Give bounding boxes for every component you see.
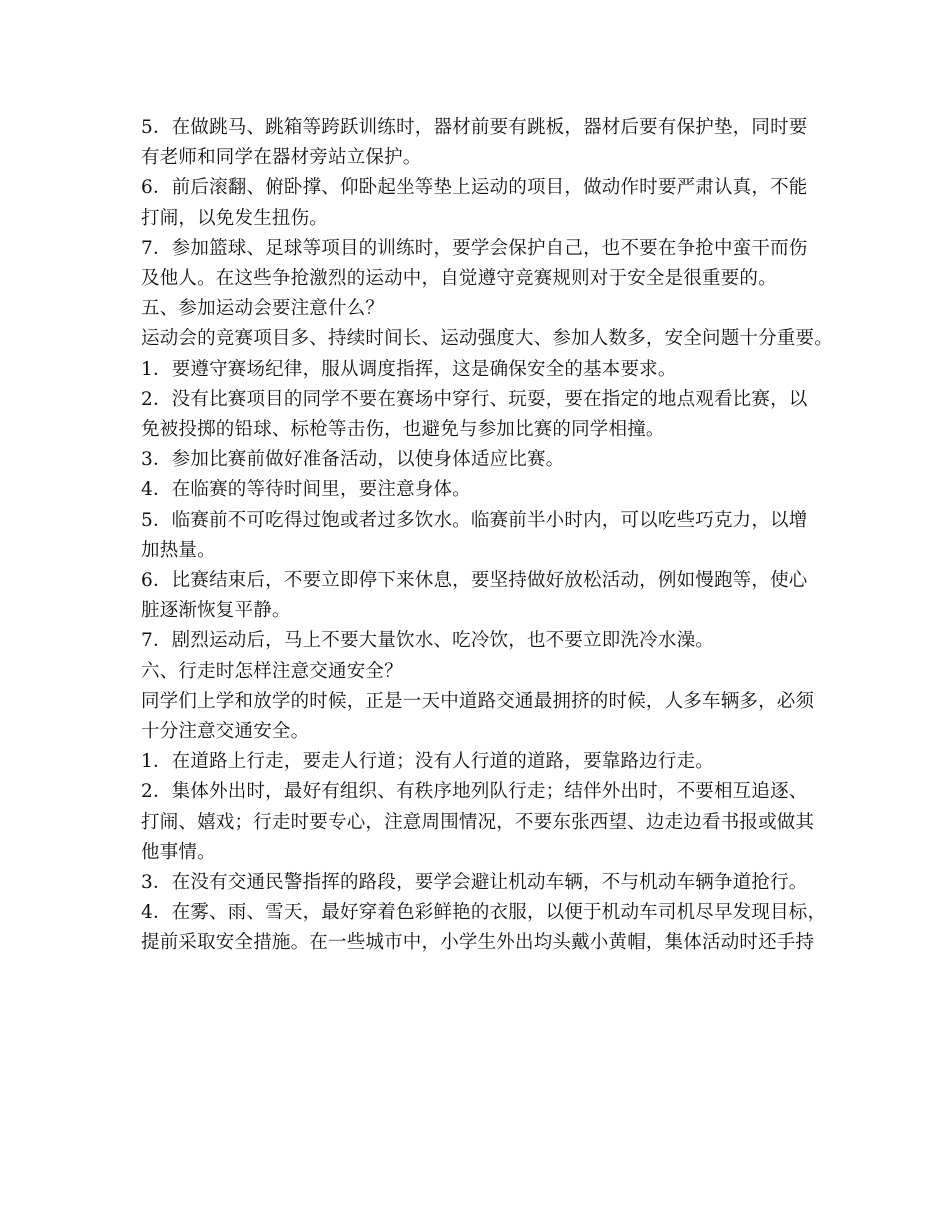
text-line: 7．剧烈运动后，马上不要大量饮水、吃冷饮，也不要立即洗冷水澡。 <box>141 630 714 652</box>
text-line: 2．集体外出时，最好有组织、有秩序地列队行走；结伴外出时，不要相互追逐、 <box>141 781 808 803</box>
text-line: 提前采取安全措施。在一些城市中，小学生外出均头戴小黄帽，集体活动时还手持 <box>141 932 815 954</box>
text-line: 打闹，以免发生扭伤。 <box>141 207 329 229</box>
text-line: 1．要遵守赛场纪律，服从调度指挥，这是确保安全的基本要求。 <box>141 358 677 380</box>
text-line: 打闹、嬉戏；行走时要专心，注意周围情况，不要东张西望、边走边看书报或做其 <box>141 811 815 833</box>
text-line: 同学们上学和放学的时候，正是一天中道路交通最拥挤的时候，人多车辆多，必须 <box>141 690 815 712</box>
text-line: 免被投掷的铅球、标枪等击伤，也避免与参加比赛的同学相撞。 <box>141 419 665 441</box>
document-body <box>141 113 841 959</box>
text-line: 3．在没有交通民警指挥的路段，要学会避让机动车辆，不与机动车辆争道抢行。 <box>141 872 808 894</box>
text-line: 十分注意交通安全。 <box>141 721 310 743</box>
text-line: 有老师和同学在器材旁站立保护。 <box>141 147 422 169</box>
text-line: 他事情。 <box>141 841 216 863</box>
text-line: 及他人。在这些争抢激烈的运动中，自觉遵守竞赛规则对于安全是很重要的。 <box>141 268 777 290</box>
text-line: 4．在雾、雨、雪天，最好穿着色彩鲜艳的衣服，以便于机动车司机尽早发现目标， <box>141 902 827 924</box>
text-line: 7．参加篮球、足球等项目的训练时，要学会保护自己，也不要在争抢中蛮干而伤 <box>141 237 808 259</box>
text-line: 1．在道路上行走，要走人行道；没有人行道的道路，要靠路边行走。 <box>141 751 714 773</box>
text-line: 5．临赛前不可吃得过饱或者过多饮水。临赛前半小时内，可以吃些巧克力，以增 <box>141 509 808 531</box>
text-line: 5．在做跳马、跳箱等跨跃训练时，器材前要有跳板，器材后要有保护垫，同时要 <box>141 117 808 138</box>
text-line: 6．前后滚翻、俯卧撑、仰卧起坐等垫上运动的项目，做动作时要严肃认真，不能 <box>141 177 808 199</box>
text-line: 脏逐渐恢复平静。 <box>141 600 291 622</box>
text-line: 2．没有比赛项目的同学不要在赛场中穿行、玩耍，要在指定的地点观看比赛，以 <box>141 388 808 410</box>
text-line: 3．参加比赛前做好准备活动，以使身体适应比赛。 <box>141 449 565 471</box>
section-heading: 六、行走时怎样注意交通安全？ <box>141 660 403 682</box>
text-line: 运动会的竞赛项目多、持续时间长、运动强度大、参加人数多，安全问题十分重要。 <box>141 328 833 350</box>
text-line: 加热量。 <box>141 539 216 561</box>
text-line: 4．在临赛的等待时间里，要注意身体。 <box>141 479 471 501</box>
text-line: 6．比赛结束后，不要立即停下来休息，要坚持做好放松活动，例如慢跑等，使心 <box>141 570 808 592</box>
section-heading: 五、参加运动会要注意什么？ <box>141 298 385 320</box>
